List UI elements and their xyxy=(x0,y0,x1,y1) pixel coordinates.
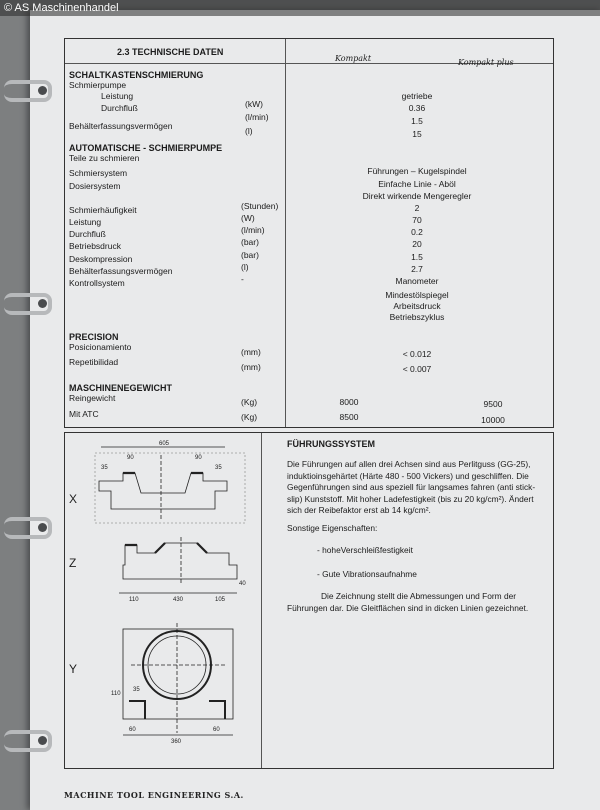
schaltkasten-subtitle: Schmierpumpe xyxy=(69,80,127,90)
row-label: Durchfluß xyxy=(69,229,106,239)
dim-label: 360 xyxy=(171,739,182,745)
axis-x-label: X xyxy=(69,492,78,506)
fuehrung-bullet-1: - hoheVerschleißfestigkeit xyxy=(317,545,413,555)
section-title: 2.3 TECHNISCHE DATEN xyxy=(117,47,224,57)
row-label: Schmiersystem xyxy=(69,168,128,178)
fuehrung-title: FÜHRUNGSSYSTEM xyxy=(287,439,376,449)
row-label: Mit ATC xyxy=(69,409,99,419)
row-unit: (bar) xyxy=(241,250,259,260)
precision-title: PRECISION xyxy=(69,332,119,342)
axis-z-label: Z xyxy=(69,556,77,570)
row-value: getriebe xyxy=(401,91,433,101)
gewicht-title: MASCHINENEGEWICHT xyxy=(69,383,172,393)
column-divider xyxy=(285,39,286,427)
row-label: Schmierhäufigkeit xyxy=(69,205,137,215)
row-value: Führungen – Kugelspindel xyxy=(367,166,467,176)
row-value: 2.7 xyxy=(411,264,423,274)
row-unit: - xyxy=(241,274,244,284)
tech-data-table xyxy=(64,38,554,428)
row-value: Direkt wirkende Mengeregler xyxy=(362,191,472,201)
column-divider xyxy=(261,433,262,768)
row-unit: (mm) xyxy=(241,362,261,372)
row-label: Dosiersystem xyxy=(69,181,121,191)
fuehrung-paragraph-1: Die Führungen auf allen drei Achsen sind aus Perlitguss (GG-25), induktioinsgehärtet (Härte 480 - 500 Vickers) und geschliffen. Die Gegenführungen sind aus speziell für langsames fahren (anti stick-slip) Kunststoff. Mit hoher Ladefestigkeit (bis zu 20 kg/cm²). Ändert sich der Reibefaktor erst ab 14 kg/cm². xyxy=(287,459,536,515)
row-label: Reingewicht xyxy=(69,393,116,403)
row-value: 15 xyxy=(412,129,422,139)
row-label: Behälterfassungsvermögen xyxy=(69,266,173,276)
dim-label: 110 xyxy=(129,597,139,603)
guide-system-box xyxy=(64,432,554,769)
row-value: 0.2 xyxy=(411,227,423,237)
schaltkasten-title: SCHALTKASTENSCHMIERUNG xyxy=(69,70,204,80)
row-label: Posicionamiento xyxy=(69,342,132,352)
automatische-title: AUTOMATISCHE - SCHMIERPUMPE xyxy=(69,143,223,153)
binder-ring xyxy=(4,293,52,315)
dim-label: 60 xyxy=(129,727,136,733)
fuehrung-bullet-2: - Gute Vibrationsaufnahme xyxy=(317,569,417,579)
dim-label: 35 xyxy=(133,687,140,693)
row-value: Einfache Linie - Aböl xyxy=(378,179,456,189)
row-unit: (kW) xyxy=(245,99,263,109)
row-unit: (Kg) xyxy=(241,397,258,407)
row-value: 1.5 xyxy=(411,116,423,126)
row-value: Betriebszyklus xyxy=(389,312,445,322)
row-value: 8000 xyxy=(339,397,359,407)
fuehrung-sonstige: Sonstige Eigenschaften: xyxy=(287,523,378,533)
dim-label: 90 xyxy=(195,455,202,461)
watermark: © AS Maschinenhandel xyxy=(0,0,600,16)
guide-drawing xyxy=(65,433,261,768)
row-value: Mindestölspiegel xyxy=(385,290,449,300)
dim-label: 90 xyxy=(127,455,134,461)
row-label: Betriebsdruck xyxy=(69,241,121,251)
row-unit: (l) xyxy=(241,262,249,272)
row-value: 0.36 xyxy=(408,103,426,113)
column-kompakt-plus: Kompakt plus xyxy=(458,58,514,67)
row-unit: (W) xyxy=(241,213,255,223)
axis-y-label: Y xyxy=(69,662,78,676)
row-label: Durchfluß xyxy=(101,103,138,113)
dim-label: 105 xyxy=(215,597,226,603)
binder-ring xyxy=(4,730,52,752)
dim-label: 40 xyxy=(239,581,246,587)
row-value: < 0.007 xyxy=(402,364,432,374)
automatische-subtitle: Teile zu schmieren xyxy=(69,153,140,163)
row-unit: (mm) xyxy=(241,347,261,357)
row-unit: (Stunden) xyxy=(241,201,279,211)
row-value: 9500 xyxy=(483,399,503,409)
dim-label: 110 xyxy=(111,691,121,697)
row-label: Leistung xyxy=(69,217,102,227)
row-unit: (Kg) xyxy=(241,412,258,422)
row-label: Kontrollsystem xyxy=(69,278,125,288)
row-label: Repetibilidad xyxy=(69,357,119,367)
row-unit: (l) xyxy=(245,126,253,136)
row-value: 70 xyxy=(412,215,422,225)
x-guide-profile xyxy=(99,473,227,509)
row-unit: (l/min) xyxy=(241,225,265,235)
dim-label: 35 xyxy=(101,465,108,471)
binder-ring xyxy=(4,517,52,539)
z-guide-profile xyxy=(123,543,237,579)
dim-label: 60 xyxy=(213,727,220,733)
row-value: 20 xyxy=(412,239,422,249)
column-kompakt: Kompakt xyxy=(335,54,372,63)
row-label: Deskompression xyxy=(69,254,133,264)
row-unit: (bar) xyxy=(241,237,259,247)
dim-label: 605 xyxy=(159,441,170,447)
row-value: 8500 xyxy=(339,412,359,422)
footer-company: MACHINE TOOL ENGINEERING S.A. xyxy=(64,790,244,800)
x-view-frame xyxy=(95,453,245,523)
row-value: 10000 xyxy=(481,415,505,425)
row-value: Arbeitsdruck xyxy=(393,301,441,311)
dim-label: 35 xyxy=(215,465,222,471)
binder-ring xyxy=(4,80,52,102)
row-label: Behälterfassungsvermögen xyxy=(69,121,173,131)
row-value: 1.5 xyxy=(411,252,423,262)
row-value: Manometer xyxy=(395,276,439,286)
row-label: Leistung xyxy=(101,91,134,101)
dim-label: 430 xyxy=(173,597,184,603)
row-unit: (l/min) xyxy=(245,112,269,122)
y-housing xyxy=(123,629,233,719)
fuehrung-paragraph-2: Die Zeichnung stellt die Abmessungen und Form der Führungen dar. Die Gleitflächen sind in dicken Linien gezeichnet. xyxy=(287,591,529,613)
row-value: < 0.012 xyxy=(402,349,432,359)
row-value: 2 xyxy=(414,203,420,213)
